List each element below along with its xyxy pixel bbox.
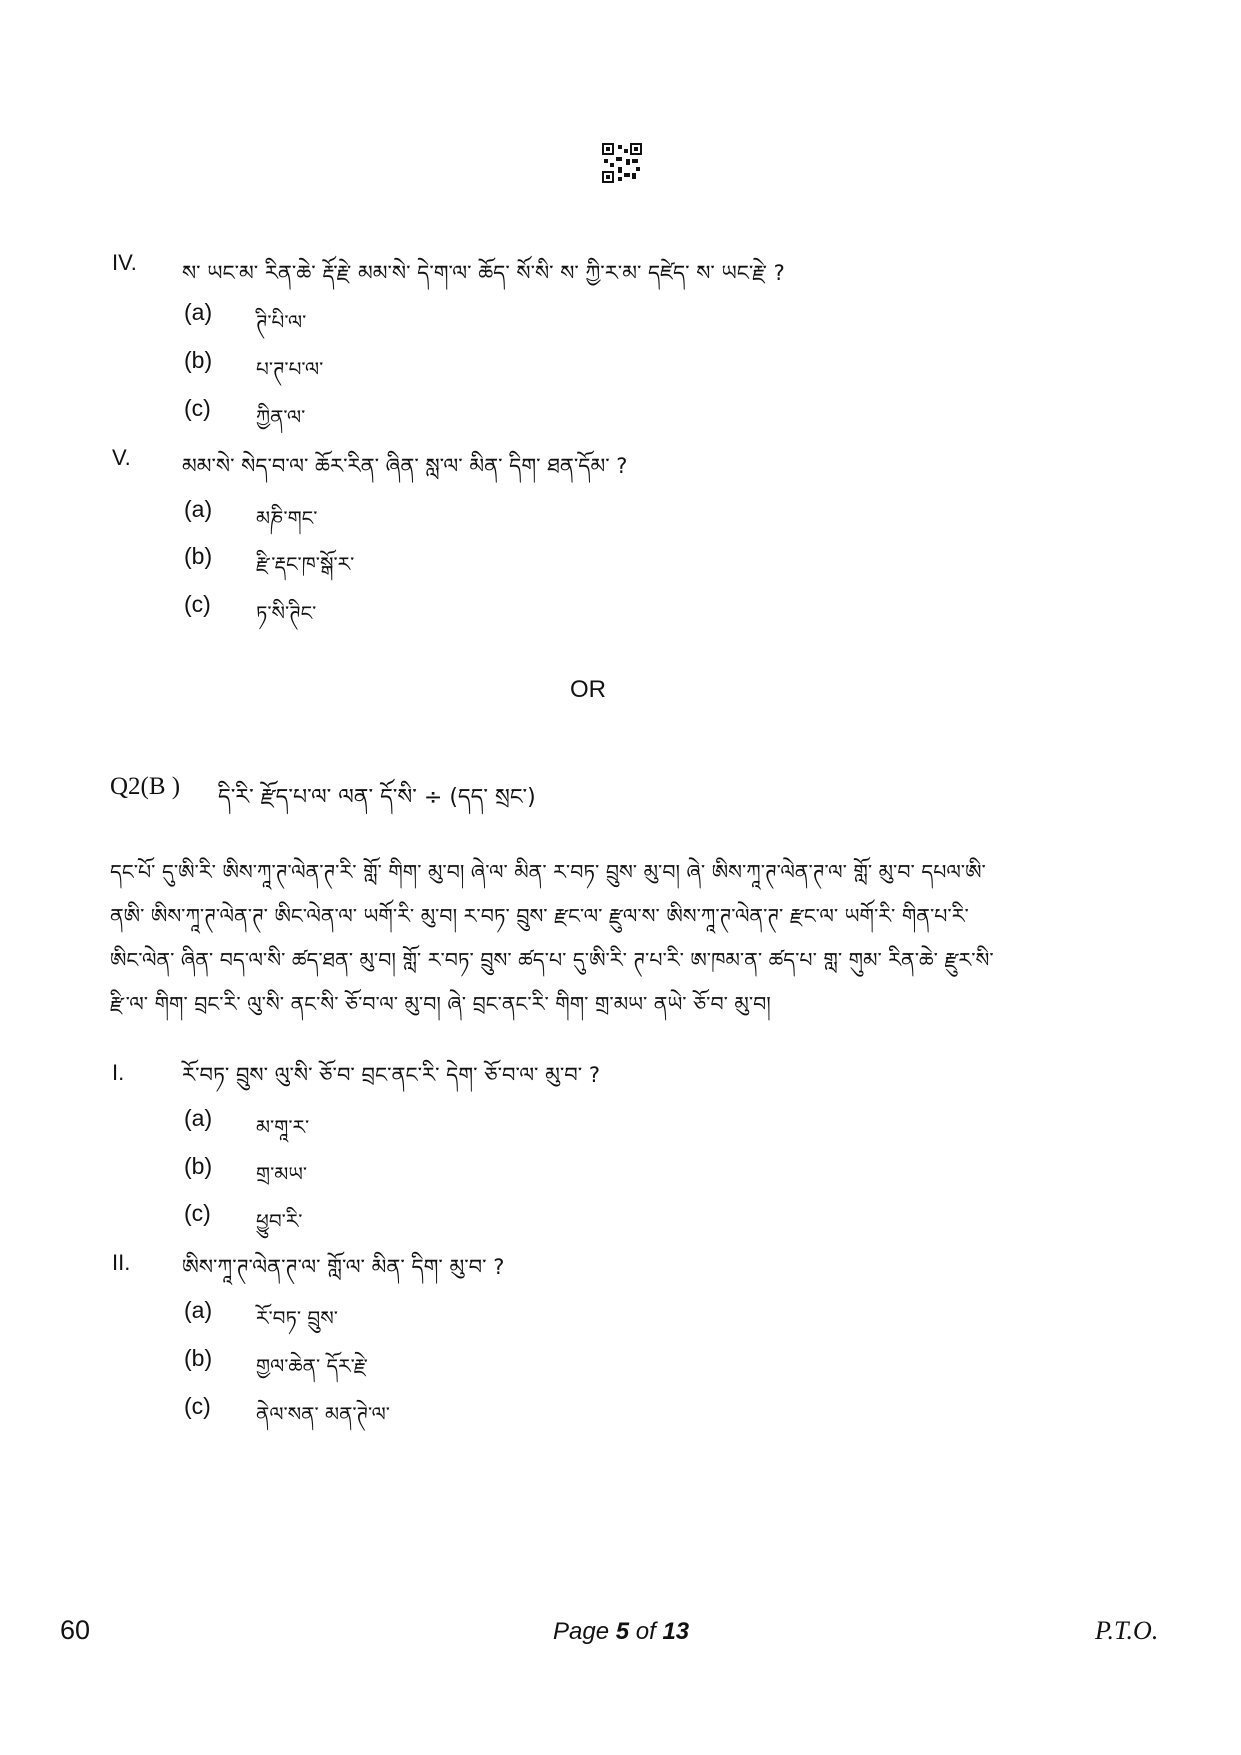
paper-code: 60 bbox=[60, 1615, 91, 1645]
question-number: V. bbox=[112, 445, 131, 470]
page-number bbox=[553, 1618, 689, 1646]
option-letter: (c) bbox=[184, 591, 211, 617]
section-label: Q2(B ) bbox=[110, 773, 181, 800]
question-text: རོ་བཏ་ བྲུས་ ལུ་སི་ ཅོ་བ་ བྲང་ནང་རི་ དེག་ ཅོ་བ་ལ་ མུ་བ་ ? bbox=[182, 1063, 600, 1087]
option-letter: (b) bbox=[184, 543, 213, 569]
question-text: ས་ ཡང་མ་ རིན་ཆེ་ རྡོ་རྗེ་ མམ་སེ་ དེ་ག་ལ་ ཆོད་ སོ་སི་ ས་ ཀྱི་ར་མ་ དཛེད་ ས་ ཡང་རྗེ་ ? bbox=[182, 261, 785, 285]
option-text: ཊི་པི་ལ་ bbox=[256, 310, 307, 334]
option-text: ཏ་སི་ཊིང་ bbox=[256, 601, 317, 625]
option-letter: (b) bbox=[184, 1153, 213, 1179]
or-separator: OR bbox=[570, 676, 606, 703]
page-current: 5 bbox=[615, 1618, 630, 1645]
option-letter: (a) bbox=[184, 1105, 213, 1131]
page-of: of bbox=[629, 1618, 663, 1645]
page-prefix: Page bbox=[553, 1618, 616, 1645]
option-text: ནེལ་སན་ མན་ཊེ་ལ་ bbox=[256, 1402, 390, 1426]
option-letter: (a) bbox=[184, 1297, 213, 1323]
reading-passage bbox=[110, 850, 1150, 1026]
option-text: མ་གཱ་ར་ bbox=[256, 1115, 310, 1139]
passage-line: རྫི་ལ་ གིག་ བྲང་རི་ ལུ་སི་ ནང་སི་ ཅོ་བ་ལ་ མུ་བ། ཞེ་ བྲང་ནང་རི་ གིག་ གྲ་མཡ་ ནཡེ་ ཅོ་བ་ མུ་བ། bbox=[110, 992, 771, 1016]
option-text: གྲ་མཡ་ bbox=[256, 1162, 308, 1186]
option-text: ཀྱིན་ལ་ bbox=[256, 405, 306, 429]
passage-line: ནཨི་ ཨིས་ཀཱ་ཊ་ལེན་ཊ་ ཨིང་ལེན་ལ་ ཡགོ་རི་ མུ་བ། ར་བཏ་ བྲུས་ རྫང་ལ་ རྫུལ་ས་ ཨིས་ཀཱ་ཊ་ལེན་ཊ་ རྫང་ལ་ ཡགོ་རི་ གིན་པ་རི་ bbox=[110, 904, 969, 928]
pto-label: P.T.O. bbox=[1095, 1616, 1159, 1645]
section-instruction: དི་རི་ རྫོད་པ་ལ་ ལན་ དོ་སི་ ÷ (དད་ སྲང་) bbox=[218, 785, 536, 810]
option-text: ཕྱུབ་རི་ bbox=[256, 1209, 303, 1233]
qr-code bbox=[602, 143, 642, 183]
option-letter: (c) bbox=[184, 1393, 211, 1419]
option-letter: (c) bbox=[184, 395, 211, 421]
option-text: པ་ཊ་པ་ལ་ bbox=[256, 357, 324, 381]
option-text: རྫི་རྡང་ཁ་སྒོ་ར་ bbox=[256, 552, 355, 576]
passage-line: ཨིང་ལེན་ ཞིན་ བད་ལ་སི་ ཚད་ཐན་ མུ་བ། གློ་ ར་བཏ་ བྲུས་ ཚད་པ་ དུ་ཨི་རི་ ཊ་པ་རི་ ཨ་ཁམ་ན་ ཚད་པ་ གླ་ གུམ་ རིན་ཆེ་ རྫུར་སི་ bbox=[110, 948, 994, 972]
option-letter: (a) bbox=[184, 299, 213, 325]
option-text: རོ་བཏ་ བྲུས་ bbox=[256, 1306, 338, 1330]
question-number: I. bbox=[112, 1060, 125, 1085]
option-text: མཎི་གང་ bbox=[256, 506, 318, 530]
option-letter: (a) bbox=[184, 496, 213, 522]
option-letter: (b) bbox=[184, 1345, 213, 1371]
option-letter: (c) bbox=[184, 1200, 211, 1226]
option-letter: (b) bbox=[184, 347, 213, 373]
question-number: IV. bbox=[112, 250, 137, 275]
question-text: ཨིས་ཀཱ་ཊ་ལེན་ཊ་ལ་ གློ་ལ་ མིན་ དིག་ མུ་བ་ ? bbox=[182, 1255, 505, 1279]
page-total: 13 bbox=[662, 1618, 690, 1645]
question-number: II. bbox=[112, 1250, 131, 1275]
question-text: མམ་སེ་ སེད་བ་ལ་ ཆོར་རིན་ ཞིན་ སླ་ལ་ མིན་ དིག་ ཐན་དོམ་ ? bbox=[182, 454, 628, 478]
option-text: གྱལ་ཆེན་ དོར་རྗེ་ bbox=[256, 1354, 368, 1378]
passage-line: དང་པོ་ དུ་ཨི་རི་ ཨིས་ཀཱ་ཊ་ལེན་ཊ་རི་ གློ་ གིག་ མུ་བ། ཞེ་ལ་ མིན་ ར་བཏ་ བྲུས་ མུ་བ། ཞེ་ ཨིས་ཀཱ་ཊ་ལེན་ཊ་ལ་ གློ་ མུ་བ་ དཔལ་ཨི་ bbox=[110, 860, 986, 884]
